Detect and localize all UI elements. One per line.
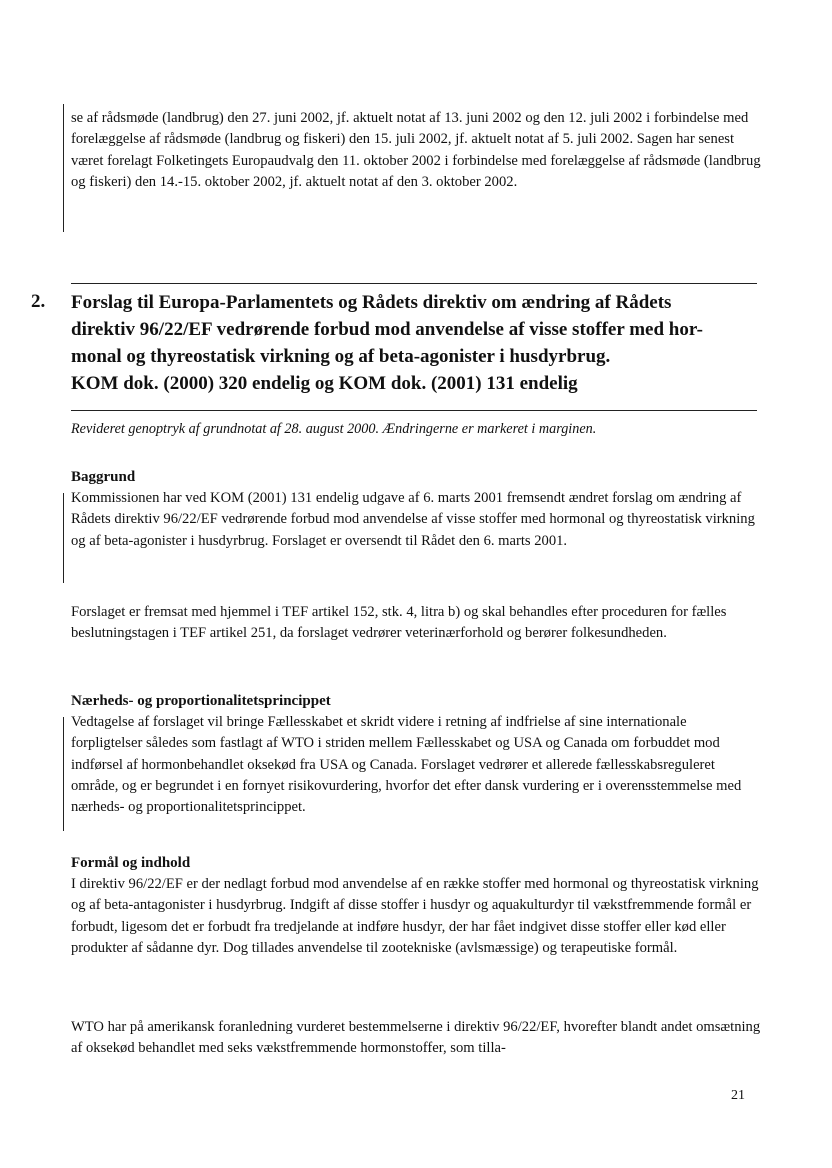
change-bar: [63, 717, 64, 831]
formaal-heading: Formål og indhold: [71, 855, 191, 871]
baggrund-paragraph: Kommissionen har ved KOM (2001) 131 endelig udgave af 6. marts 2001 fremsendt ændret forslag om ændring af Rådets direktiv 96/22/EF vedrørende forbud mod anvendelse af visse stoffer med hormonal og thyreostatisk virkning og af beta-agonister i husdyrbrug. Forslaget er oversendt til Rådet den 6. marts 2001.: [71, 490, 755, 549]
formaal-paragraph: I direktiv 96/22/EF er der nedlagt forbud mod anvendelse af en række stoffer med hormonal og thyreostatisk virkning og af beta-antagonister i husdyrbrug. Indgift af disse stoffer i husdyr og aquakulturdyr til vækstfremmende formål er forbudt, ligesom det er forbudt fra tredjelande at indføre husdyr, der har fået indgivet disse stoffer eller kød eller produkter af sådanne dyr. Dog tillades anvendelse til zootekniske (avlsmæssige) og terapeutiske formål.: [71, 876, 759, 956]
section-title-line: direktiv 96/22/EF vedrørende forbud mod anvendelse af visse stoffer med hor-: [71, 319, 703, 340]
naerhed-paragraph: Vedtagelse af forslaget vil bringe Fællesskabet et skridt videre i retning af indfrielse af sine internationale forpligtelser således som fastlagt af WTO i striden mellem Fællesskabet og USA og Canada om forbuddet mod indførsel af hormonbehandlet oksekød fra USA og Canada. Forslaget vedrører et allerede fællesskabsreguleret område, og er begrundet i en fornyet risikovurdering, hvorfor det efter dansk vurdering er i overensstemmelse med nærheds- og proportionalitetsprincippet.: [71, 714, 742, 816]
baggrund-heading: Baggrund: [71, 469, 136, 485]
section-title-line: KOM dok. (2000) 320 endelig og KOM dok. (2001) 131 endelig: [71, 373, 578, 394]
section-title: [71, 289, 761, 397]
section-top-rule: [71, 283, 757, 284]
section-number: 2.: [31, 291, 46, 312]
change-bar: [63, 104, 64, 232]
intro-paragraph: se af rådsmøde (landbrug) den 27. juni 2002, jf. aktuelt notat af 13. juni 2002 og den 12. juli 2002 i forbindelse med forelæggelse af rådsmøde (landbrug og fiskeri) den 15. juli 2002, jf. aktuelt notat af 5. juli 2002. Sagen har senest været forelagt Folketingets Europaudvalg den 11. oktober 2002 i forbindelse med forelæggelse af rådsmøde (landbrug og fiskeri) den 14.-15. oktober 2002, jf. aktuelt notat af den 3. oktober 2002.: [71, 110, 761, 190]
naerhed-heading: Nærheds- og proportionalitetsprincippet: [71, 693, 331, 709]
formaal-section: [71, 853, 761, 959]
naerhed-section: [71, 691, 761, 818]
baggrund-section: [71, 467, 761, 552]
change-bar: [63, 493, 64, 583]
baggrund-paragraph-2: Forslaget er fremsat med hjemmel i TEF artikel 152, stk. 4, litra b) og skal behandles efter proceduren for fælles beslutningstagen i TEF artikel 251, da forslaget vedrører veterinærforhold og berører folkesundheden.: [71, 604, 727, 642]
section-title-line: monal og thyreostatisk virkning og af beta-agonister i husdyrbrug.: [71, 346, 611, 367]
formaal-paragraph-2: WTO har på amerikansk foranledning vurderet bestemmelserne i direktiv 96/22/EF, hvorefter blandt andet omsætning af oksekød behandlet med seks vækstfremmende hormonstoffer, som tilla-: [71, 1019, 761, 1057]
page-number: 21: [731, 1088, 745, 1103]
revised-note: Revideret genoptryk af grundnotat af 28. august 2000. Ændringerne er markeret i marginen.: [71, 421, 597, 437]
section-title-line: Forslag til Europa-Parlamentets og Rådets direktiv om ændring af Rådets: [71, 292, 672, 313]
section-bottom-rule: [71, 410, 757, 411]
